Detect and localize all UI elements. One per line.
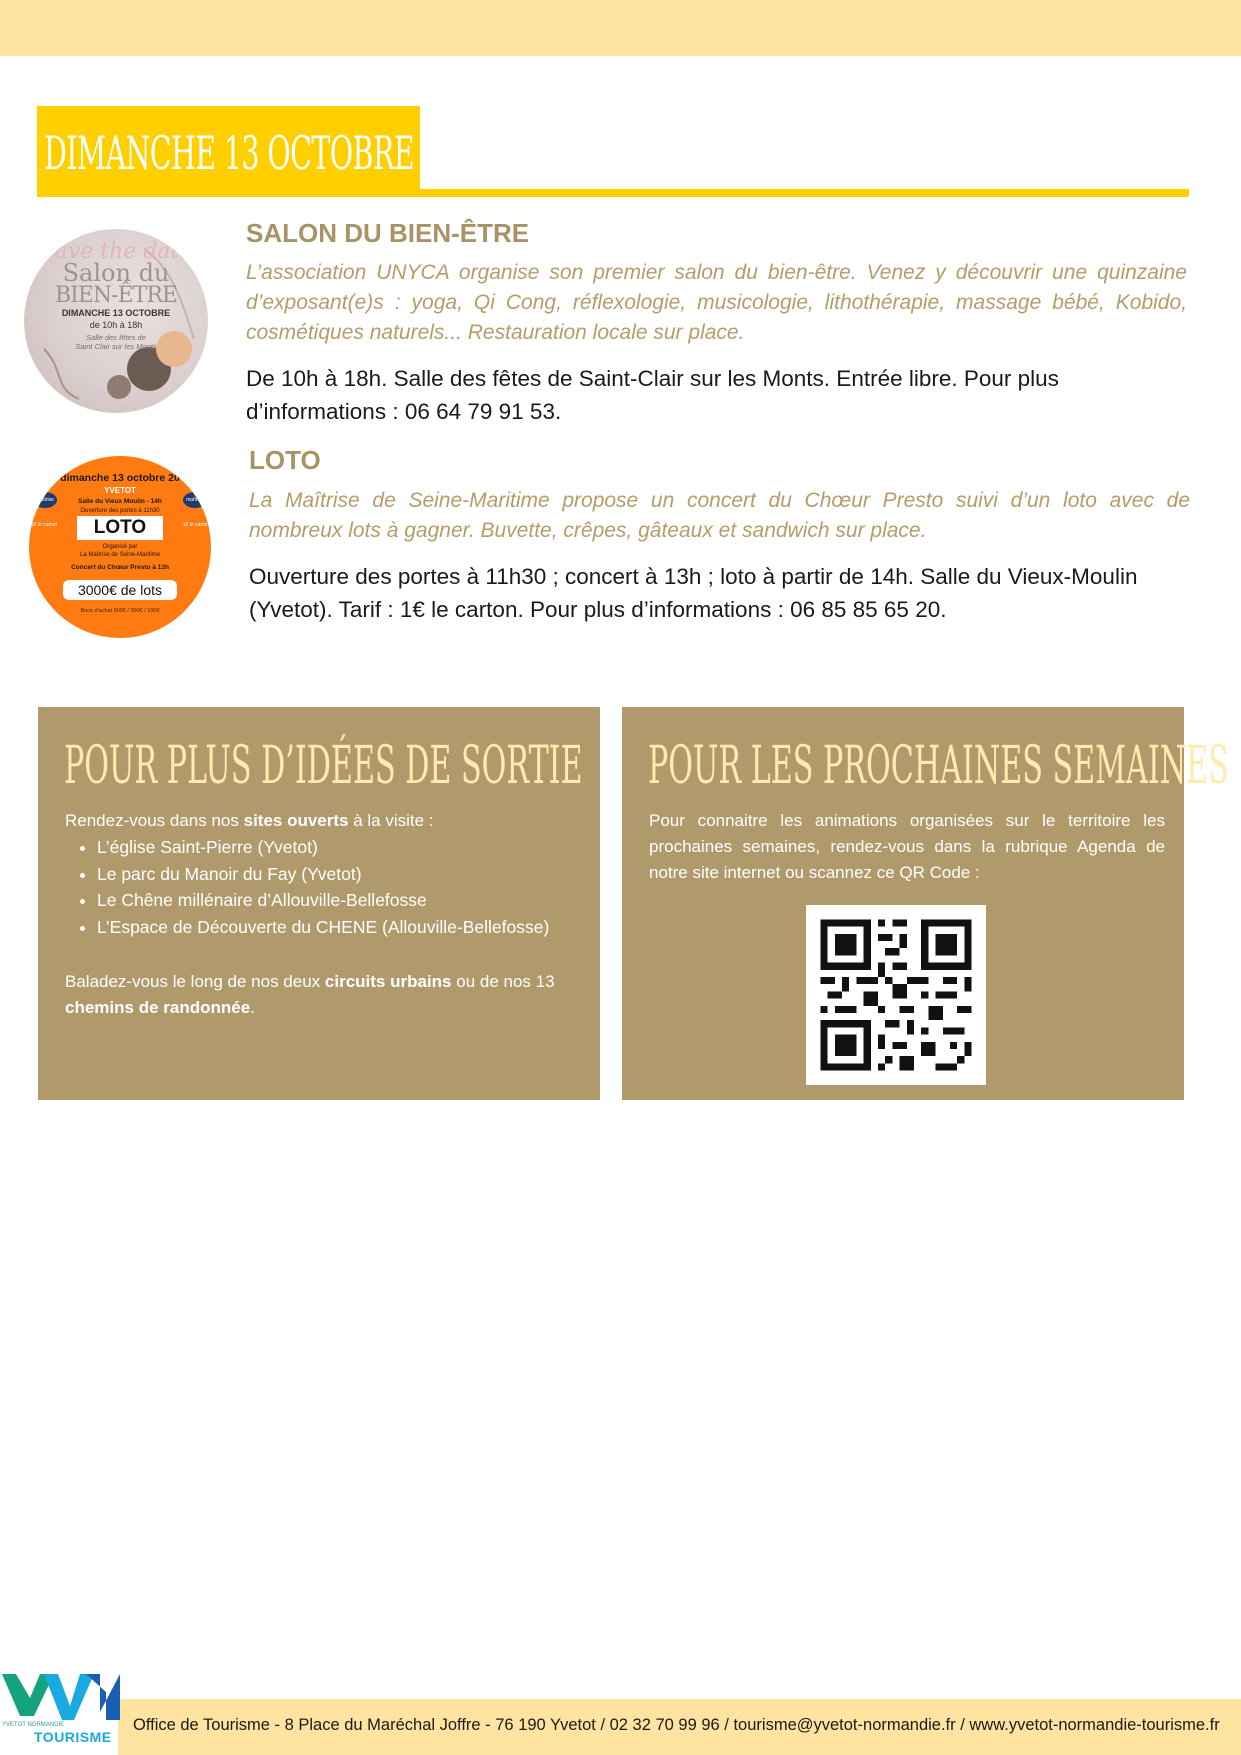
poster-loto-doors: Ouverture des portes à 11h30 [80,508,160,514]
panel-intro [65,808,575,834]
panel-outro-text-2: ou de nos 13 [451,972,555,991]
poster-loto-date: dimanche 13 octobre 20 [60,472,180,484]
list-item: • Le parc du Manoir du Fay (Yvetot) [97,861,549,888]
event-description-loto: La Maîtrise de Seine-Maritime propose un concert du Chœur Presto suivi d’un loto avec de nombreux lots à gagner. Buvette, crêpes, gâteaux et sandwich sur place. [249,489,1190,542]
sites-list [65,834,549,940]
poster-save-the-date: Save the date [39,239,193,264]
list-item: • Le Chêne millénaire d’Allouville-Bellefosse [97,887,549,914]
panel-next-weeks-text: Pour connaitre les animations organisées sur le territoire les prochaines semaines, rendez-vous dans la rubrique Agenda de notre site internet ou scannez ce QR Code : [649,811,1165,882]
day-heading: DIMANCHE 13 OCTOBRE [44,126,414,180]
poster-hours: de 10h à 18h [89,320,143,330]
panel-title-next-weeks: POUR LES PROCHAINES SEMAINES [648,736,1229,796]
poster-salon-du: Salon du [62,259,170,287]
loto-poster-image [29,456,211,638]
event-info-loto: Ouverture des portes à 11h30 ; concert à 13h ; loto à partir de 14h. Salle du Vieux-Moulin (Yvetot). Tarif : 1€ le carton. Pour plus d’informations : 06 85 85 65 20. [249,564,1138,622]
poster-loto-venue: Salle du Vieux Moulin - 14h [78,498,162,505]
panel-intro-bold: sites ouverts [243,811,349,830]
logo-wordmark: TOURISME [34,1729,112,1745]
poster-loto-title: LOTO [77,516,163,540]
list-item: • L’église Saint-Pierre (Yvetot) [97,834,549,861]
panel-intro-text: Rendez-vous dans nos [65,811,244,830]
qr-code-graphic [806,905,986,1085]
poster-venue-2: Saint Clair sur les Monts [75,342,157,351]
poster-loto-concert: Concert du Chœur Presto à 13h [71,564,169,571]
event-description-salon: L’association UNYCA organise son premier salon du bien-être. Venez y découvrir une quinzaine d’exposant(e)s : yoga, Qi Cong, réflexologie, musicologie, lithothérapie, massage bébé, Kobido, cosmétiques naturels... Restauration locale sur place. [246,261,1187,344]
logo-tagline: YVETOT NORMANDIE [2,1722,65,1728]
event-info-salon: De 10h à 18h. Salle des fêtes de Saint-Clair sur les Monts. Entrée libre. Pour plus d’informations : 06 64 79 91 53. [246,366,1059,424]
poster-venue-1: Salle des fêtes de [86,333,146,342]
poster-loto-organiser-label: Organisé par [102,544,138,550]
panel-outro-bold-2: chemins de randonnée [65,998,251,1017]
poster-loto-badge-left: maîtrise [33,492,57,508]
qr-code-icon[interactable] [806,905,986,1085]
poster-loto-vouchers: Bons d'achat 500€ / 300€ / 100€ [80,608,160,614]
poster-loto-tag-left: 1€ le carton [31,522,58,528]
poster-bien-etre: BIEN-ÊTRE [55,283,177,308]
panel-outro-text-1: Baladez-vous le long de nos deux [65,972,325,991]
event-title-loto: LOTO [249,445,321,475]
panel-more-ideas [38,707,600,1100]
poster-loto-organiser: La Maîtrise de Seine-Maritime [79,552,161,558]
poster-loto-badge-right: maîtrise [183,492,207,508]
panel-outro-bold-1: circuits urbains [324,972,452,991]
salon-poster-image [24,229,208,413]
panel-title-more-ideas: POUR PLUS D’IDÉES DE SORTIE [64,736,583,796]
panel-outro-text-3: . [250,998,255,1017]
panel-intro-after: à la visite : [348,811,434,830]
list-item: • L’Espace de Découverte du CHENE (Allouville-Bellefosse) [97,914,549,941]
panel-outro [65,969,581,1021]
poster-date: DIMANCHE 13 OCTOBRE [61,308,171,318]
poster-loto-prizes: 3000€ de lots [63,580,177,600]
day-heading-rule [37,189,1189,197]
top-header-band [0,0,1241,56]
poster-loto-tag-right: 1€ le carton [182,522,209,528]
footer-contact: Office de Tourisme - 8 Place du Maréchal Joffre - 76 190 Yvetot / 02 32 70 99 96 / tourisme@yvetot-normandie.fr / www.yvetot-normandie-tourisme.fr [133,1716,1220,1734]
event-title-salon: SALON DU BIEN-ÊTRE [246,218,530,248]
panel-next-weeks [622,707,1229,1100]
poster-loto-city: YVETOT [104,486,136,495]
